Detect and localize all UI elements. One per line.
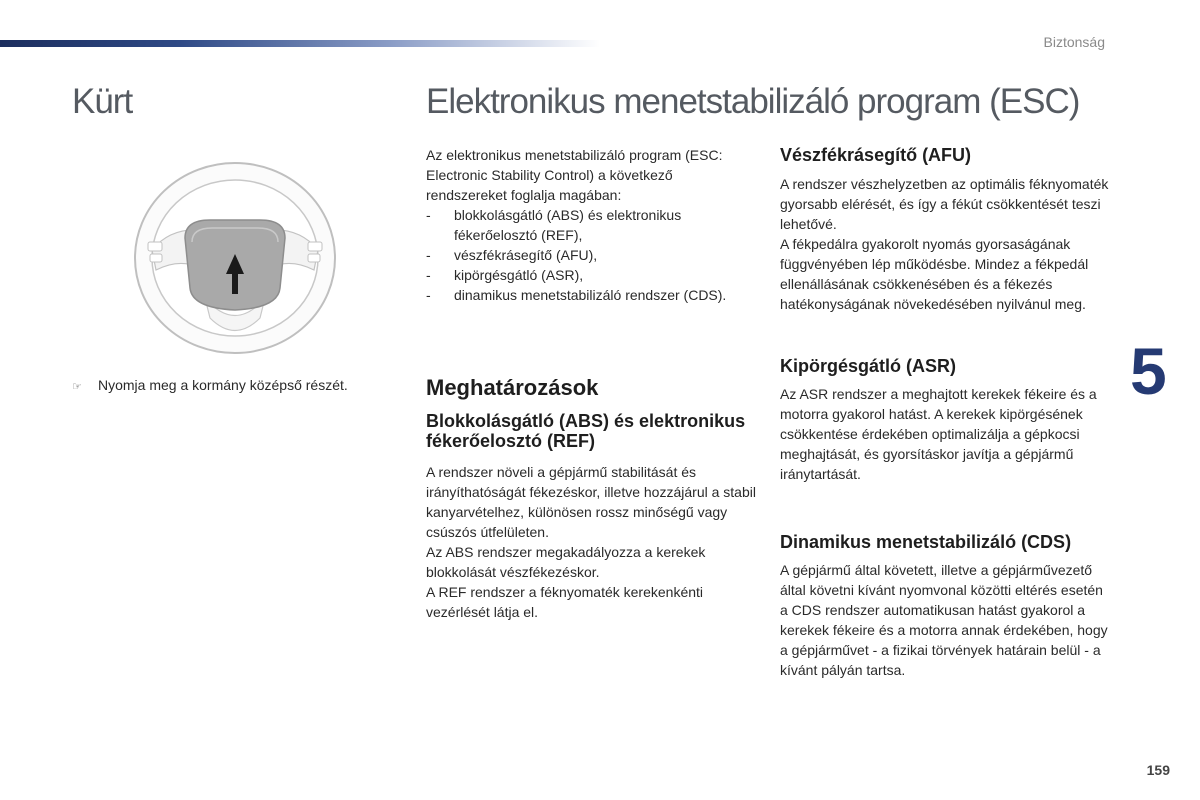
systems-column [780, 145, 1110, 680]
header-gradient-bar [0, 40, 600, 47]
horn-title: Kürt [72, 82, 133, 121]
abs-paragraph: A REF rendszer a féknyomaték kerekenkénti vezérlését látja el. [426, 584, 704, 620]
asr-heading: Kipörgésgátló (ASR) [780, 356, 957, 376]
cds-paragraph: A gépjármű által követett, illetve a gépjárművezető által követni kívánt nyomvonal közötti eltérés esetén a CDS rendszer automatikusan hatást gyakorol a kerekek fékeire és a motorra annak érdekében, hogy a gépjárművet - a fizikai törvények határain belül - a kívánt pályán tartsa. [780, 562, 1108, 678]
horn-instruction [72, 377, 348, 393]
section-label: Biztonság [1043, 34, 1105, 50]
list-item: - vészfékrásegítő (AFU), [426, 247, 598, 263]
esc-column [426, 145, 756, 622]
abs-heading: Blokkolásgátló (ABS) és elektronikus fékerőelosztó (REF) [426, 411, 746, 451]
page-number: 159 [1146, 762, 1170, 778]
afu-heading: Vészfékrásegítő (AFU) [780, 145, 972, 165]
esc-system-list [426, 205, 756, 305]
esc-title: Elektronikus menetstabilizáló program (ESC) [426, 82, 1080, 121]
definitions-heading: Meghatározások [426, 375, 599, 400]
steering-wheel-illustration [130, 158, 340, 358]
cds-heading: Dinamikus menetstabilizáló (CDS) [780, 532, 1072, 552]
pointing-hand-icon: ☞ [72, 381, 82, 393]
chapter-number: 5 [1130, 334, 1167, 408]
abs-paragraph: Az ABS rendszer megakadályozza a kerekek blokkolását vészfékezéskor. [426, 544, 706, 580]
afu-paragraph: A fékpedálra gyakorolt nyomás gyorsaságának függvényében lép működésbe. Mindez a fékpedál ellenállásának csökkenésében és a fékezés hatékonyságának növekedésében nyilvánul meg. [780, 236, 1089, 312]
esc-intro: Az elektronikus menetstabilizáló program (ESC: Electronic Stability Control) a következő rendszereket foglalja magában: [426, 147, 723, 203]
horn-instruction-text: Nyomja meg a kormány középső részét. [98, 377, 348, 393]
list-item: - kipörgésgátló (ASR), [426, 267, 584, 283]
list-item: - dinamikus menetstabilizáló rendszer (CDS). [426, 287, 727, 303]
abs-paragraph: A rendszer növeli a gépjármű stabilitását és irányíthatóságát fékezéskor, illetve hozzájárul a stabil kanyarvételhez, különösen rossz minőségű vagy csúszós útfelületen. [426, 464, 756, 540]
afu-paragraph: A rendszer vészhelyzetben az optimális féknyomaték gyorsabb elérését, és így a fékút csökkentését teszi lehetővé. [780, 176, 1109, 232]
asr-paragraph: Az ASR rendszer a meghajtott kerekek fékeire és a motorra gyakorol hatást. A kerekek kipörgésének csökkentése érdekében optimalizálja a gépkocsi meghajtását, és gyorsításkor javítja a gépjármű iránytartását. [780, 386, 1097, 482]
list-item: - blokkolásgátló (ABS) és elektronikus fékerőelosztó (REF), [426, 207, 682, 243]
